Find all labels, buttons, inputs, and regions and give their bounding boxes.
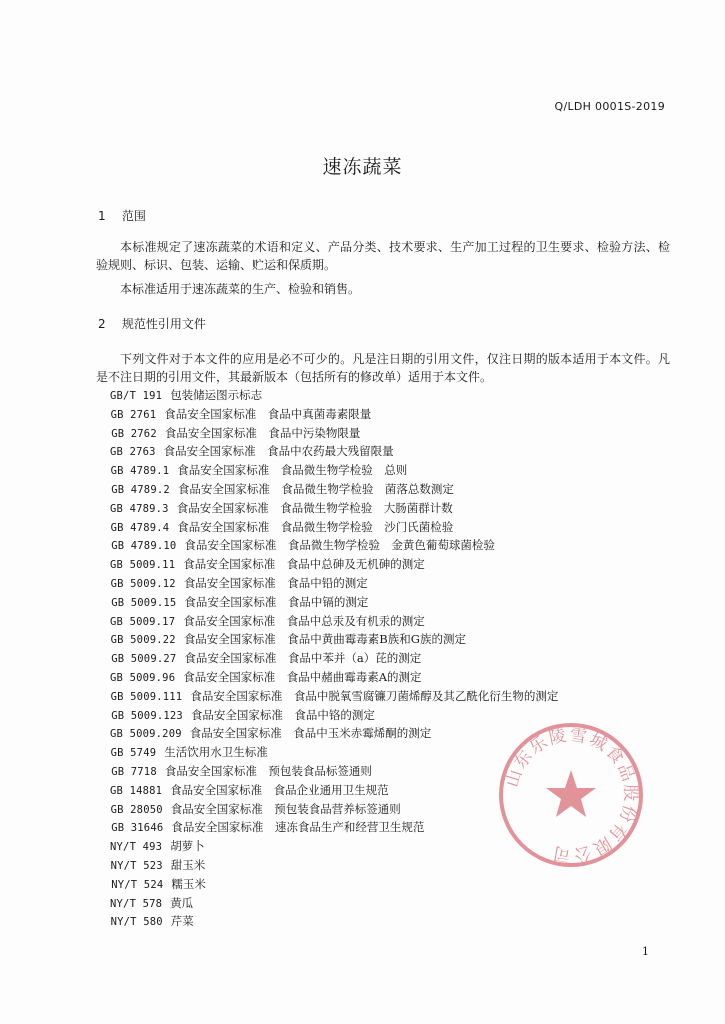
reference-title: 食品安全国家标准 食品中苯并（a）芘的测定 [184, 651, 422, 666]
reference-title: 食品安全国家标准 食品企业通用卫生规范 [170, 782, 389, 797]
reference-code: GB 2763 [110, 446, 156, 459]
section-1-number: 1 [98, 209, 106, 223]
reference-code: GB 5009.15 [111, 596, 177, 609]
reference-code: GB 7718 [111, 765, 157, 778]
section-1-paragraph-1: 本标准规定了速冻蔬菜的术语和定义、产品分类、技术要求、生产加工过程的卫生要求、检验方法、检验规则、标识、包装、运输、贮运和保质期。 [96, 240, 670, 272]
reference-code: GB 4789.3 [110, 502, 169, 515]
reference-code: GB 5009.17 [110, 615, 176, 628]
reference-item [111, 536, 670, 555]
reference-title: 食品安全国家标准 预包装食品标签通则 [164, 763, 372, 778]
reference-code: NY/T 523 [110, 859, 163, 872]
reference-item [110, 612, 670, 631]
seal-star-icon [546, 770, 596, 817]
reference-title: 食品安全国家标准 食品中真菌毒素限量 [164, 406, 372, 421]
reference-title: 食品安全国家标准 食品微生物学检验 总则 [177, 463, 408, 478]
reference-title: 食品安全国家标准 食品中铅的测定 [183, 575, 368, 590]
reference-title: 食品安全国家标准 食品微生物学检验 菌落总数测定 [177, 481, 454, 496]
reference-code: GB 5009.22 [110, 634, 176, 647]
reference-code: GB 28050 [110, 803, 163, 816]
reference-code: GB 5009.96 [110, 671, 176, 684]
reference-title: 生活饮用水卫生标准 [164, 745, 268, 760]
reference-item [110, 555, 670, 574]
svg-text:山东乐陵雪城食品股份有限公司: 山东乐陵雪城食品股份有限公司 [502, 725, 641, 865]
reference-title: 黄瓜 [170, 895, 194, 910]
section-1-heading [98, 207, 146, 224]
company-seal [496, 720, 646, 870]
reference-item [111, 649, 670, 668]
reference-title: 胡萝卜 [170, 839, 205, 854]
reference-item [110, 499, 670, 518]
reference-code: GB/T 191 [110, 390, 163, 402]
reference-title: 食品安全国家标准 食品中赭曲霉毒素A的测定 [183, 669, 422, 684]
reference-item [111, 593, 670, 612]
reference-code: GB 31646 [111, 822, 164, 835]
reference-code: GB 5009.12 [110, 577, 176, 590]
section-2-number: 2 [98, 317, 106, 331]
section-2-heading [98, 315, 206, 332]
reference-title: 食品安全国家标准 食品中脱氧雪腐镰刀菌烯醇及其乙酰化衍生物的测定 [190, 688, 559, 703]
reference-item [111, 480, 670, 499]
document-number: Q/LDH 0001S-2019 [554, 100, 665, 113]
reference-code: NY/T 524 [111, 878, 164, 891]
reference-title: 甜玉米 [170, 857, 206, 872]
reference-item [111, 687, 670, 706]
reference-code: NY/T 580 [110, 916, 163, 929]
reference-item [111, 518, 670, 537]
reference-title: 食品安全国家标准 速冻食品生产和经营卫生规范 [171, 820, 425, 835]
reference-title: 食品安全国家标准 食品中总砷及无机砷的测定 [183, 557, 425, 572]
section-2-title: 规范性引用文件 [121, 317, 206, 331]
reference-title: 食品安全国家标准 食品中总汞及有机汞的测定 [183, 613, 425, 628]
reference-item [110, 894, 670, 913]
reference-title: 糯玉米 [171, 876, 206, 891]
reference-code: GB 4789.1 [110, 465, 170, 478]
reference-title: 食品安全国家标准 食品中农药最大残留限量 [163, 444, 394, 459]
reference-title: 食品安全国家标准 食品微生物学检验 大肠菌群计数 [176, 500, 453, 515]
reference-title: 食品安全国家标准 食品中玉米赤霉烯酮的测定 [189, 726, 432, 741]
reference-code: GB 4789.10 [111, 540, 177, 553]
reference-item [111, 461, 670, 480]
reference-item [110, 668, 670, 687]
page-title: 速冻蔬菜 [322, 156, 403, 178]
reference-title: 食品安全国家标准 食品微生物学检验 金黄色葡萄球菌检验 [184, 538, 495, 553]
reference-title: 食品安全国家标准 食品中镉的测定 [184, 594, 369, 609]
reference-title: 食品安全国家标准 食品微生物学检验 沙门氏菌检验 [177, 519, 454, 534]
reference-title: 食品安全国家标准 预包装食品营养标签通则 [170, 801, 401, 816]
reference-item [111, 405, 670, 424]
reference-item [111, 574, 670, 593]
reference-code: NY/T 493 [110, 841, 163, 854]
page-number: 1 [642, 945, 649, 958]
reference-title: 食品安全国家标准 食品中黄曲霉毒素B族和G族的测定 [183, 632, 466, 647]
reference-item [110, 442, 670, 461]
reference-code: GB 2761 [110, 408, 157, 421]
reference-code: GB 4789.2 [111, 483, 170, 496]
reference-code: GB 5009.111 [110, 690, 183, 703]
reference-code: GB 5749 [110, 747, 157, 760]
reference-code: GB 5009.27 [111, 653, 177, 666]
reference-code: GB 5009.209 [110, 728, 182, 741]
reference-code: GB 2762 [111, 427, 157, 440]
section-1-paragraph-2: 本标准适用于速冻蔬菜的生产、检验和销售。 [120, 282, 361, 296]
reference-item [111, 912, 670, 931]
reference-code: GB 14881 [110, 784, 163, 797]
reference-item [110, 386, 670, 405]
reference-code: GB 5009.123 [111, 709, 183, 722]
reference-title: 芹菜 [170, 914, 194, 929]
reference-title: 包装储运图示标志 [170, 388, 263, 402]
section-1-title: 范围 [121, 209, 146, 223]
reference-item [111, 424, 670, 443]
reference-code: NY/T 578 [110, 897, 163, 910]
reference-title: 食品安全国家标准 食品中污染物限量 [164, 425, 361, 440]
section-2-intro: 下列文件对于本文件的应用是必不可少的。凡是注日期的引用文件，仅注日期的版本适用于本文件。凡是不注日期的引用文件，其最新版本（包括所有的修改单）适用于本文件。 [96, 352, 670, 384]
reference-item [111, 630, 670, 649]
reference-code: GB 4789.4 [110, 521, 170, 534]
reference-title: 食品安全国家标准 食品中铬的测定 [190, 707, 375, 722]
reference-item [111, 875, 670, 894]
reference-code: GB 5009.11 [110, 559, 176, 572]
